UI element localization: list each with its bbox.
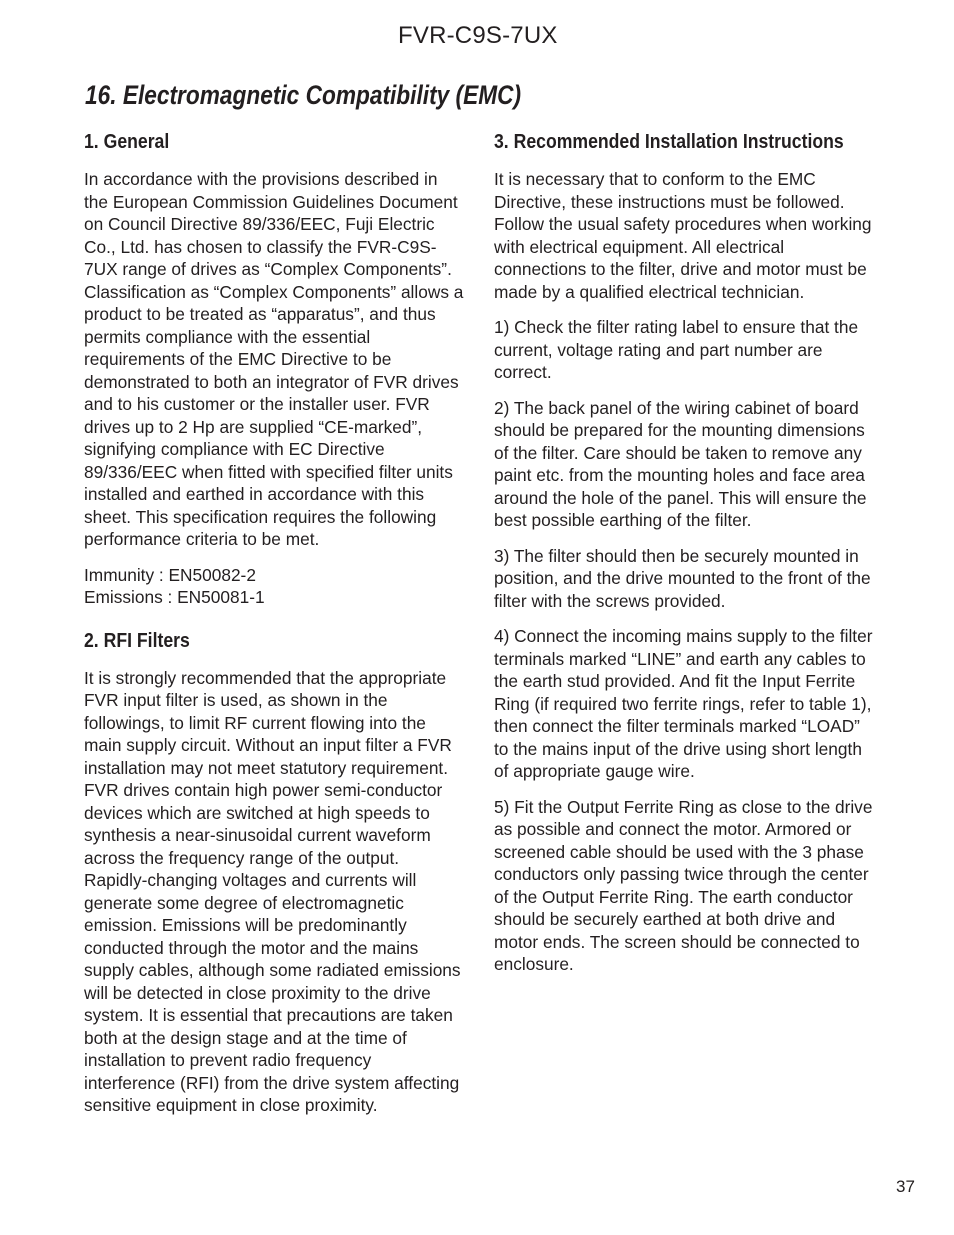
install-step-4: 4) Connect the incoming mains supply to the filter terminals marked “LINE” and earth any cables to the earth stud provided. And fit the Input Ferrite Ring (if required two ferrite rings, refer to table 1), then connect the filter terminals marked “LOAD” to the mains input of the drive using short length of appropriate gauge wire. <box>494 626 873 781</box>
install-intro: It is necessary that to conform to the EMC Directive, these instructions must be followed. Follow the usual safety procedures when working with electrical equipment. All electrical connections to the filter, drive and motor must be made by a qualified electrical technician. <box>494 169 872 302</box>
install-step-2: 2) The back panel of the wiring cabinet of board should be prepared for the mounting dimensions of the filter. Care should be taken to remove any paint etc. from the mounting holes and face area around the hole of the panel. This will ensure the best possible earthing of the filter. <box>494 397 867 530</box>
install-step-3: 3) The filter should then be securely mounted in position, and the drive mounted to the front of the filter with the screws provided. <box>494 545 871 611</box>
section-heading-install: 3. Recommended Installation Instructions <box>494 130 844 153</box>
immunity-line: Immunity : EN50082-2 <box>84 564 256 585</box>
right-column <box>494 128 874 989</box>
install-step-1: 1) Check the filter rating label to ensure that the current, voltage rating and part number are correct. <box>494 317 859 382</box>
left-column <box>84 128 464 1130</box>
section-heading-rfi: 2. RFI Filters <box>84 628 190 652</box>
install-step-5: 5) Fit the Output Ferrite Ring as close to the drive as possible and connect the motor. Armored or screened cable should be used with the 3 phase conductors only passing twice through the center of the Output Ferrite Ring. The earth conductor should be securely earthed at both drive and motor ends. The screen should be connected to enclosure. <box>494 796 873 974</box>
page-number: 37 <box>896 1177 915 1196</box>
model-name: FVR-C9S-7UX <box>398 22 558 49</box>
page-title: 16. Electromagnetic Compatibility (EMC) <box>85 80 522 110</box>
rfi-paragraph: It is strongly recommended that the appropriate FVR input filter is used, as shown in the followings, to limit RF current flowing into the main supply circuit. Without an input filter a FVR installation may not meet statutory requirement. FVR drives contain high power semi-conductor devices which are switched at high speeds to synthesis a near-sinusoidal current waveform across the frequency range of the output. Rapidly-changing voltages and currents will generate some degree of electromagnetic emission. Emissions will be predominantly conducted through the motor and the mains supply cables, although some radiated emissions will be detected in close proximity to the drive system. It is essential that precautions are taken both at the design stage and at the time of installation to prevent radio frequency interference (RFI) from the drive system affecting sensitive equipment in close proximity. <box>84 667 461 1115</box>
general-paragraph: In accordance with the provisions described in the European Commission Guidelines Document on Council Directive 89/336/EEC, Fuji Electric Co., Ltd. has chosen to classify the FVR-C9S-7UX range of drives as “Complex Components”. Classification as “Complex Components” allows a product to be treated as “apparatus”, and thus permits compliance with the essential requirements of the EMC Directive to be demonstrated to both an integrator of FVR drives and to his customer or the installer user. FVR drives up to 2 Hp are supplied “CE-marked”, signifying compliance with EC Directive 89/336/EEC when fitted with specified filter units installed and earthed in accordance with this sheet. This specification requires the following performance criteria to be met. <box>84 169 464 549</box>
section-heading-general: 1. General <box>84 130 170 153</box>
emissions-line: Emissions : EN50081-1 <box>84 587 265 607</box>
